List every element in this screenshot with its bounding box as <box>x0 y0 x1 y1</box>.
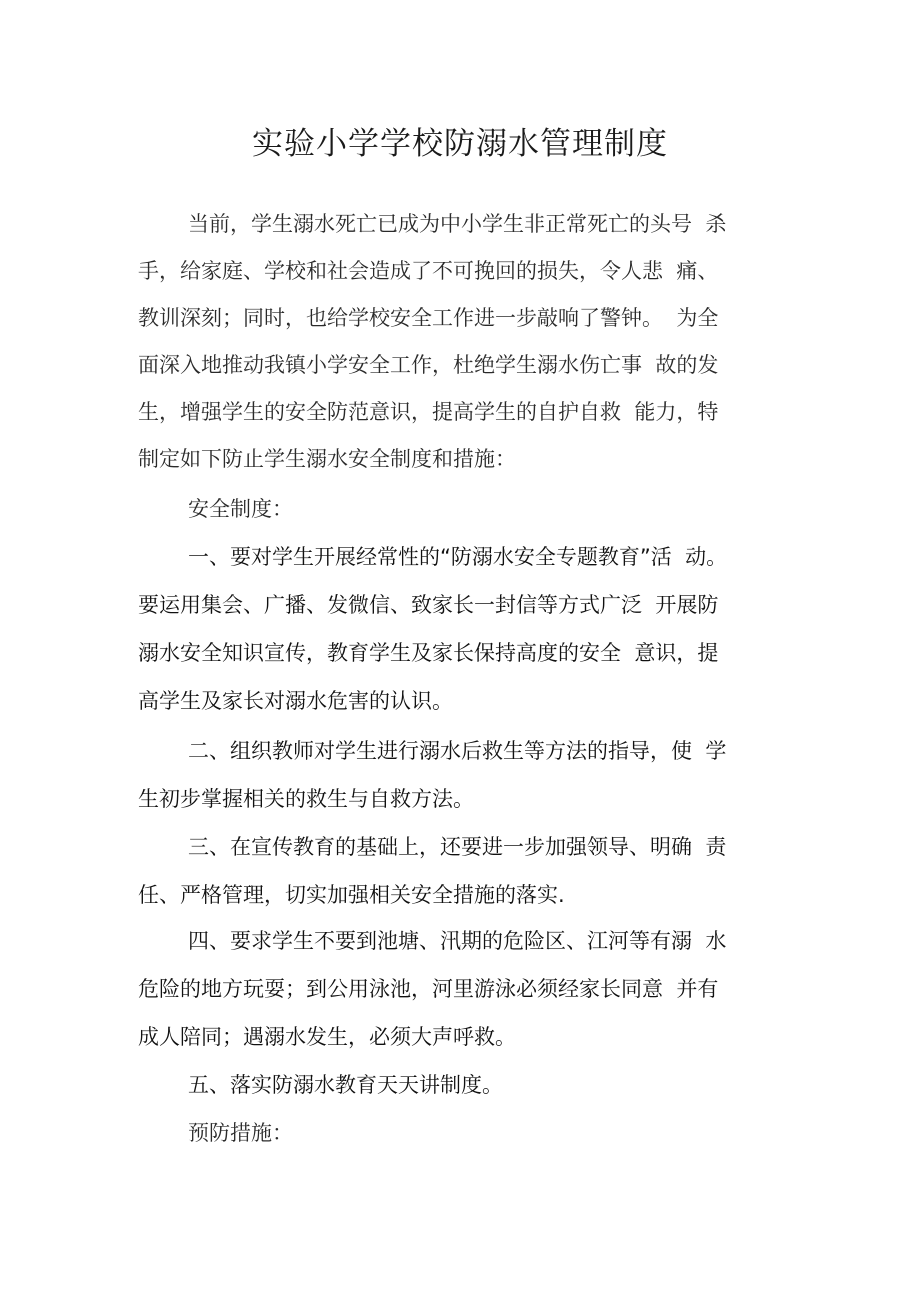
section-heading-prevention: 预防措施： <box>188 1121 293 1145</box>
rule-3-line-1: 三、在宣传教育的基础上，还要进一步加强领导、明确 责 <box>188 835 727 859</box>
rule-1-line-4: 高学生及家长对溺水危害的认识。 <box>138 689 453 713</box>
document-title: 实验小学学校防溺水管理制度 <box>252 126 668 162</box>
rule-2-line-2: 生初步掌握相关的救生与自救方法。 <box>138 787 474 811</box>
intro-line-6: 制定如下防止学生溺水安全制度和措施： <box>138 447 516 471</box>
rule-1-line-2: 要运用集会、广播、发微信、致家长一封信等方式广泛 开展防 <box>138 593 719 617</box>
intro-line-1: 当前，学生溺水死亡已成为中小学生非正常死亡的头号 杀 <box>188 212 727 236</box>
rule-4-line-1: 四、要求学生不要到池塘、汛期的危险区、江河等有溺 水 <box>188 929 727 953</box>
intro-line-2: 手，给家庭、学校和社会造成了不可挽回的损失，令人悲 痛、 <box>138 259 719 283</box>
rule-5-line-1: 五、落实防溺水教育天天讲制度。 <box>188 1073 503 1097</box>
section-heading-safety: 安全制度： <box>188 497 293 521</box>
intro-line-3: 教训深刻；同时，也给学校安全工作进一步敲响了警钟。 为全 <box>138 306 719 330</box>
rule-1-line-3: 溺水安全知识宣传，教育学生及家长保持高度的安全 意识，提 <box>138 641 719 665</box>
intro-line-5: 生，增强学生的安全防范意识，提高学生的自护自救 能力，特 <box>138 400 719 424</box>
rule-4-line-2: 危险的地方玩耍；到公用泳池，河里游泳必须经家长同意 并有 <box>138 977 719 1001</box>
rule-2-line-1: 二、组织教师对学生进行溺水后救生等方法的指导，使 学 <box>188 739 727 763</box>
rule-3-line-2: 任、严格管理，切实加强相关安全措施的落实. <box>138 883 565 907</box>
rule-1-line-1: 一、要对学生开展经常性的“防溺水安全专题教育”活 动。 <box>188 545 728 569</box>
intro-line-4: 面深入地推动我镇小学安全工作，杜绝学生溺水伤亡事 故的发 <box>138 353 719 377</box>
rule-4-line-3: 成人陪同；遇溺水发生，必须大声呼救。 <box>138 1025 516 1049</box>
